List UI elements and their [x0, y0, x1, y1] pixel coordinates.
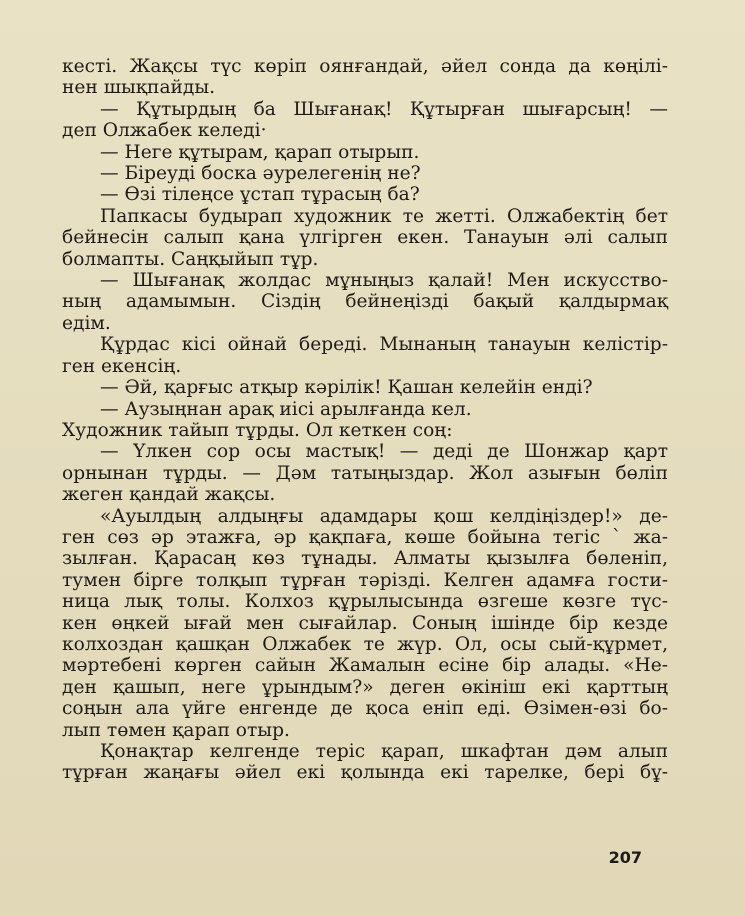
text-line: бейнесін салып қана үлгірген екен. Танауын әлі салып	[62, 227, 668, 249]
text-line: — Әй, қарғыс атқыр кәрілік! Қашан келейін енді?	[100, 377, 593, 399]
text-line: болмапты. Саңқыйып тұр.	[62, 248, 319, 270]
text-line: орнынан тұрды. — Дәм татыңыздар. Жол азығын бөліп	[62, 462, 668, 484]
text-line: ница лық толы. Колхоз құрылысында өзгеше көзге түс-	[62, 591, 668, 613]
text-line: лып төмен қарап отыр.	[62, 719, 290, 741]
text-line: — Шығанақ жолдас мұныңыз қалай! Мен искусство-	[100, 270, 668, 292]
text-line: соңын ала үйге енгенде де қоса еніп еді. Өзімен-өзі бо-	[62, 698, 668, 720]
text-line: ген сөз әр этажға, әр қақпаға, көше бойына тегіс ` жа-	[62, 526, 668, 548]
text-line: кесті. Жақсы түс көріп оянғандай, әйел сонда да көңілі-	[62, 56, 668, 77]
text-line: ден қашып, неге ұрындым?» деген өкініш екі қарттың	[62, 676, 668, 698]
text-line: Папкасы будырап художник те жетті. Олжабектің бет	[100, 205, 668, 227]
text-line: Құрдас кісі ойнай береді. Мынаның танауын келістір-	[100, 334, 668, 356]
text-line: колхоздан қашқан Олжабек те жүр. Ол, осы сый-құрмет,	[62, 633, 668, 655]
text-line: жеген қандай жақсы.	[62, 484, 276, 506]
text-line: зылған. Қарасаң көз тұнады. Алматы қызылға бөленіп,	[62, 548, 668, 570]
text-line: Художник тайып тұрды. Ол кеткен соң:	[62, 419, 453, 441]
text-line: «Ауылдың алдыңғы адамдары қош келдіңіздер!» де-	[100, 505, 668, 527]
text-line: — Үлкен сор осы мастық! — деді де Шонжар қарт	[100, 441, 668, 463]
text-line: — Аузыңнан арақ иісі арылғанда кел.	[100, 398, 472, 420]
text-line: мәртебені көрген сайын Жамалын есіне бір алады. «Не-	[62, 655, 668, 677]
text-line: нен шықпайды.	[62, 77, 216, 99]
text-line: — Құтырдың ба Шығанақ! Құтырған шығарсың! —	[100, 98, 668, 120]
text-line: — Өзі тілеңсе ұстап тұрасың ба?	[100, 184, 420, 206]
text-line: тұрған жаңағы әйел екі қолында екі тарелке, бері бұ-	[62, 762, 668, 784]
body-text	[62, 56, 668, 784]
text-line: тумен бірге толқып тұрған тәрізді. Келген адамға гости-	[62, 569, 668, 591]
text-line: деп Олжабек келеді·	[62, 120, 267, 142]
text-line: — Неге құтырам, қарап отырып.	[100, 141, 420, 163]
page-number: 207	[608, 848, 642, 867]
text-line: едім.	[62, 312, 111, 334]
text-line: кен өңкей ығай мен сығайлар. Соның ішінде бір кезде	[62, 612, 668, 634]
text-line: ның адамымын. Сіздің бейнеңізді бақый қалдырмақ	[62, 291, 668, 313]
text-line: ген екенсің.	[62, 355, 182, 377]
text-line: Қонақтар келгенде теріс қарап, шкафтан дәм алып	[100, 741, 668, 762]
text-line: — Біреуді боска әурелегенің не?	[100, 163, 421, 185]
